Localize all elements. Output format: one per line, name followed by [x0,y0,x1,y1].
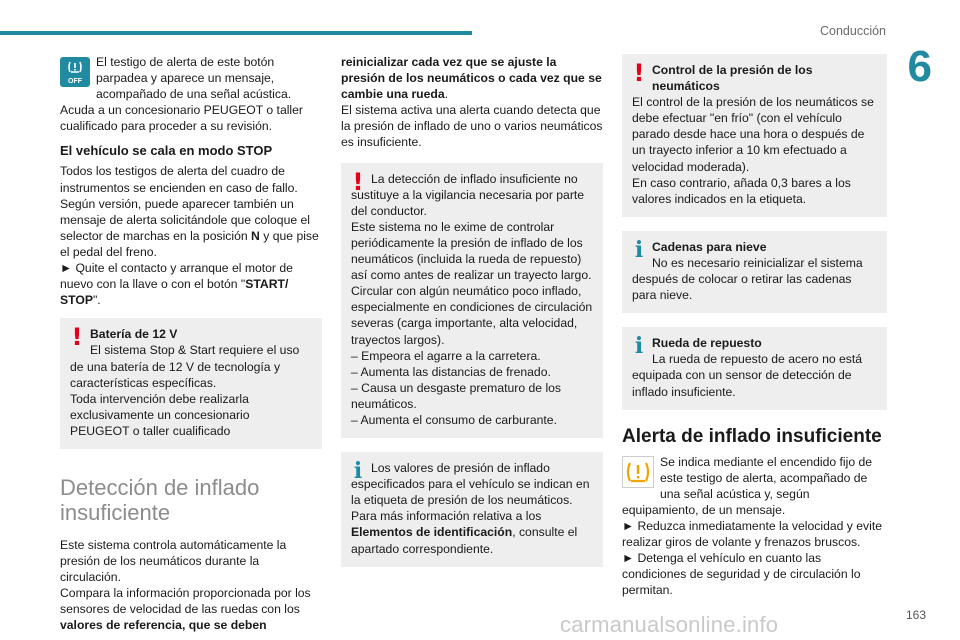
snow-chains-text: No es necesario reinicializar el sistema después de colocar o retirar las cadenas para nieve. [632,255,863,303]
pressure-info-text-2: Para más información relativa a los Elementos de identificación, consulte el apartado correspondiente. [351,509,578,556]
battery-note-title: Batería de 12 V [90,327,178,342]
pressure-check-warning-note [622,54,887,217]
snow-chains-title: Cadenas para nieve [652,239,767,254]
alert-text-3: ► Detenga el vehículo en cuanto las condiciones de seguridad y de circulación lo permitan. [622,551,861,598]
detection-note-bullet: – Aumenta las distancias de frenado. [351,364,551,379]
alert-text-1: Se indica mediante el encendido fijo de este testigo de alerta, acompañado de una señal acústica y, según equipamiento, de un mensaje. [622,454,873,517]
alert-activation-text: El sistema activa una alerta cuando detecta que la presión de inflado de uno o varios neumáticos es insuficiente. [341,103,603,150]
tpms-off-label: OFF [68,78,82,85]
column-2 [341,54,603,567]
warning-exclamation-icon: ! [352,167,364,196]
stop-text-1: Todos los testigos de alerta del cuadro de instrumentos se encienden en caso de fallo. [60,164,298,195]
chapter-number: 6 [907,42,932,91]
dealer-text: Acuda a un concesionario PEUGEOT o taller cualificado para proceder a su revisión. [60,103,303,134]
tpms-off-block [60,54,322,102]
alert-block [622,454,887,518]
pressure-values-info-note [341,452,603,567]
detection-note-bullet: – Empeora el agarre a la carretera. [351,348,541,363]
battery-note-text-2: Toda intervención debe realizarla exclusivamente un concesionario PEUGEOT o taller cualificado [70,391,250,438]
info-icon: i [634,333,644,360]
battery-warning-note [60,318,322,449]
header-accent-bar [0,31,472,35]
alert-heading: Alerta de inflado insuficiente [622,425,882,447]
info-icon: i [634,236,644,263]
column-3 [622,54,887,598]
spare-wheel-info-note [622,327,887,409]
tpms-off-icon [60,57,90,87]
detection-note-text-2: Este sistema no le exime de controlar periódicamente la presión de inflado de los neumáticos (incluida la rueda de repuesto) así como antes de realizar un trayecto largo. [351,219,592,283]
stop-text-3: ► Quite el contacto y arranque el motor de nuevo con la llave o con el botón "START/ STOP". [60,261,293,308]
detection-text-2: Compara la información proporcionada por los sensores de velocidad de las ruedas con los valores de referencia, que se deben [60,586,311,633]
detection-text-1: Este sistema controla automáticamente la presión de los neumáticos durante la circulación. [60,537,287,585]
detection-note-text-1: La detección de inflado insuficiente no sustituye a la vigilancia necesaria por parte del conductor. [351,171,585,218]
tyre-pressure-warning-icon [622,456,654,488]
pressure-check-text-2: En caso contrario, añada 0,3 bares a los valores indicados en la etiqueta. [632,175,851,206]
pressure-info-text-1: Los valores de presión de inflado especificados para el vehículo se indican en la etiqueta de presión de los neumáticos. [351,461,590,508]
stop-mode-heading: El vehículo se cala en modo STOP [60,143,273,159]
column-1 [60,54,322,634]
detection-heading: Detección de inflado insuficiente [60,474,260,525]
section-title: Conducción [819,24,886,38]
detection-note-bullet: – Causa un desgaste prematuro de los neumáticos. [351,380,562,411]
spare-wheel-title: Rueda de repuesto [652,336,762,351]
stop-text-2: Según versión, puede aparecer también un mensaje de alerta solicitándole que coloque el selector de marchas en la posición N y que pise el pedal del freno. [60,196,319,259]
tpms-off-text: El testigo de alerta de este botón parpadea y aparece un mensaje, acompañado de una señal acústica. [96,55,292,102]
info-icon: i [353,458,363,485]
detection-note-text-3: Circular con algún neumático poco inflado, especialmente en condiciones de circulación severas (carga importante, alta velocidad, trayectos largos). [351,284,593,347]
detection-note-bullet: – Aumenta el consumo de carburante. [351,412,557,427]
pressure-check-title: Control de la presión de los neumáticos [652,63,813,94]
reset-text: reinicializar cada vez que se ajuste la presión de los neumáticos o cada vez que se cambie una rueda. [341,55,602,102]
page-number: 163 [905,608,926,622]
watermark: carmanualsonline.info [560,612,779,637]
spare-wheel-text: La rueda de repuesto de acero no está equipada con un sensor de detección de inflado insuficiente. [632,352,863,399]
snow-chains-info-note [622,231,887,313]
detection-warning-note [341,163,603,439]
pressure-check-text-1: El control de la presión de los neumáticos se debe efectuar "en frío" (con el vehículo parado desde hace una hora o después de un trayecto inferior a 10 km efectuado a velocidad moderada). [632,95,874,174]
warning-exclamation-icon: ! [633,59,645,87]
warning-exclamation-icon: ! [71,323,83,352]
alert-text-2: ► Reduzca inmediatamente la velocidad y evite realizar giros de volante y frenazos bruscos. [622,518,883,550]
battery-note-text-1: El sistema Stop & Start requiere el uso de una batería de 12 V de tecnología y características específicas. [70,343,300,390]
